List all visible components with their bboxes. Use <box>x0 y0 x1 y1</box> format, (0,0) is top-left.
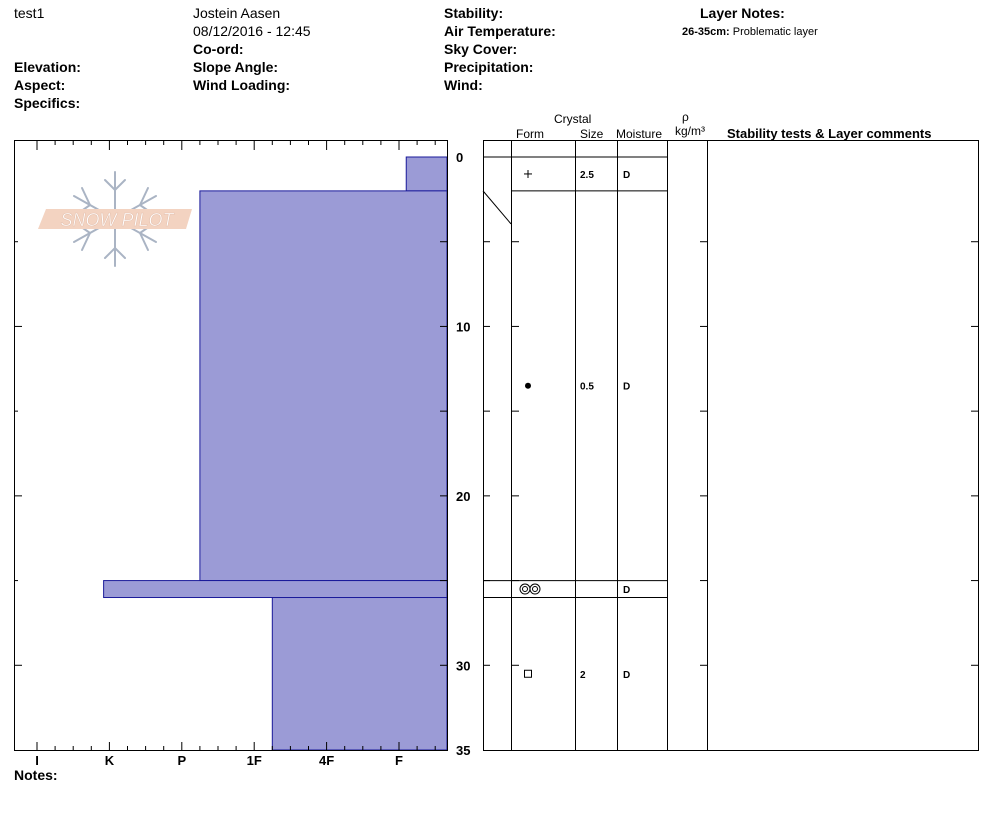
observer-name: Jostein Aasen <box>193 5 281 21</box>
layer-note-text: Problematic layer <box>732 26 818 38</box>
crystal-row-3 <box>525 670 631 681</box>
plus-icon <box>524 170 532 178</box>
hardness-bar-2 <box>104 581 447 598</box>
dot-icon <box>525 383 531 389</box>
wind-label: Wind: <box>444 77 483 93</box>
ring-outer-left <box>520 584 530 594</box>
air-temperature-label: Air Temperature: <box>444 23 556 39</box>
ring-inner-right <box>533 587 538 592</box>
crystal-header: Crystal <box>554 112 592 126</box>
snowpilot-logo <box>38 172 192 266</box>
size-header: Size <box>580 127 604 141</box>
depth-label-20: 20 <box>456 488 471 504</box>
hardness-bars <box>104 157 447 750</box>
hardness-label-K: K <box>104 753 115 768</box>
hardness-label-F: F <box>395 753 403 768</box>
slope-angle-label: Slope Angle: <box>193 59 279 75</box>
crystal-table-frame <box>484 141 979 751</box>
depth-label-10: 10 <box>456 319 471 335</box>
ring-outer-right <box>530 584 540 594</box>
wind-loading-label: Wind Loading: <box>193 77 291 93</box>
hardness-bar-0 <box>406 157 447 191</box>
precipitation-label: Precipitation: <box>444 59 534 75</box>
hardness-labels <box>35 753 403 768</box>
comments-header: Stability tests & Layer comments <box>727 126 932 141</box>
hardness-label-1F: 1F <box>246 753 262 768</box>
depth-label-30: 30 <box>456 658 471 674</box>
double-ring-icon <box>520 584 540 594</box>
elevation-label: Elevation: <box>14 59 81 75</box>
layer-connector <box>483 191 511 224</box>
stability-label: Stability: <box>444 5 504 21</box>
crystal-moisture: D <box>623 669 631 681</box>
square-icon <box>525 670 532 677</box>
depth-label-0: 0 <box>456 150 464 165</box>
crystal-moisture: D <box>623 381 631 393</box>
hardness-label-I: I <box>35 753 39 768</box>
depth-ticks <box>14 242 978 666</box>
site-name: test1 <box>14 5 45 21</box>
crystal-row-1 <box>525 382 630 393</box>
crystal-moisture: D <box>623 585 631 597</box>
observation-datetime: 08/12/2016 - 12:45 <box>193 23 311 39</box>
ring-inner-left <box>523 587 528 592</box>
depth-labels <box>456 150 470 758</box>
hardness-label-P: P <box>177 753 187 768</box>
notes-label: Notes: <box>14 767 58 783</box>
coord-label: Co-ord: <box>193 41 244 57</box>
logo-text: SNOW PILOT <box>60 210 174 230</box>
hardness-bar-3 <box>272 598 447 750</box>
hardness-bar-1 <box>200 191 447 581</box>
sky-cover-label: Sky Cover: <box>444 41 518 57</box>
layer-note-range: 26-35cm: <box>682 26 730 38</box>
rho-header: ρ <box>682 110 689 124</box>
crystal-size: 2 <box>580 669 586 681</box>
crystal-moisture: D <box>623 169 631 181</box>
crystal-size: 2.5 <box>580 169 594 181</box>
aspect-label: Aspect: <box>14 77 66 93</box>
layer-notes-label: Layer Notes: <box>700 5 785 21</box>
specifics-label: Specifics: <box>14 95 81 111</box>
depth-label-35: 35 <box>456 743 471 758</box>
hardness-label-4F: 4F <box>319 753 335 768</box>
density-unit-header: kg/m³ <box>675 124 705 138</box>
crystal-row-0 <box>524 170 630 181</box>
crystal-size: 0.5 <box>580 381 594 393</box>
form-header: Form <box>516 127 544 141</box>
moisture-header: Moisture <box>616 127 663 141</box>
